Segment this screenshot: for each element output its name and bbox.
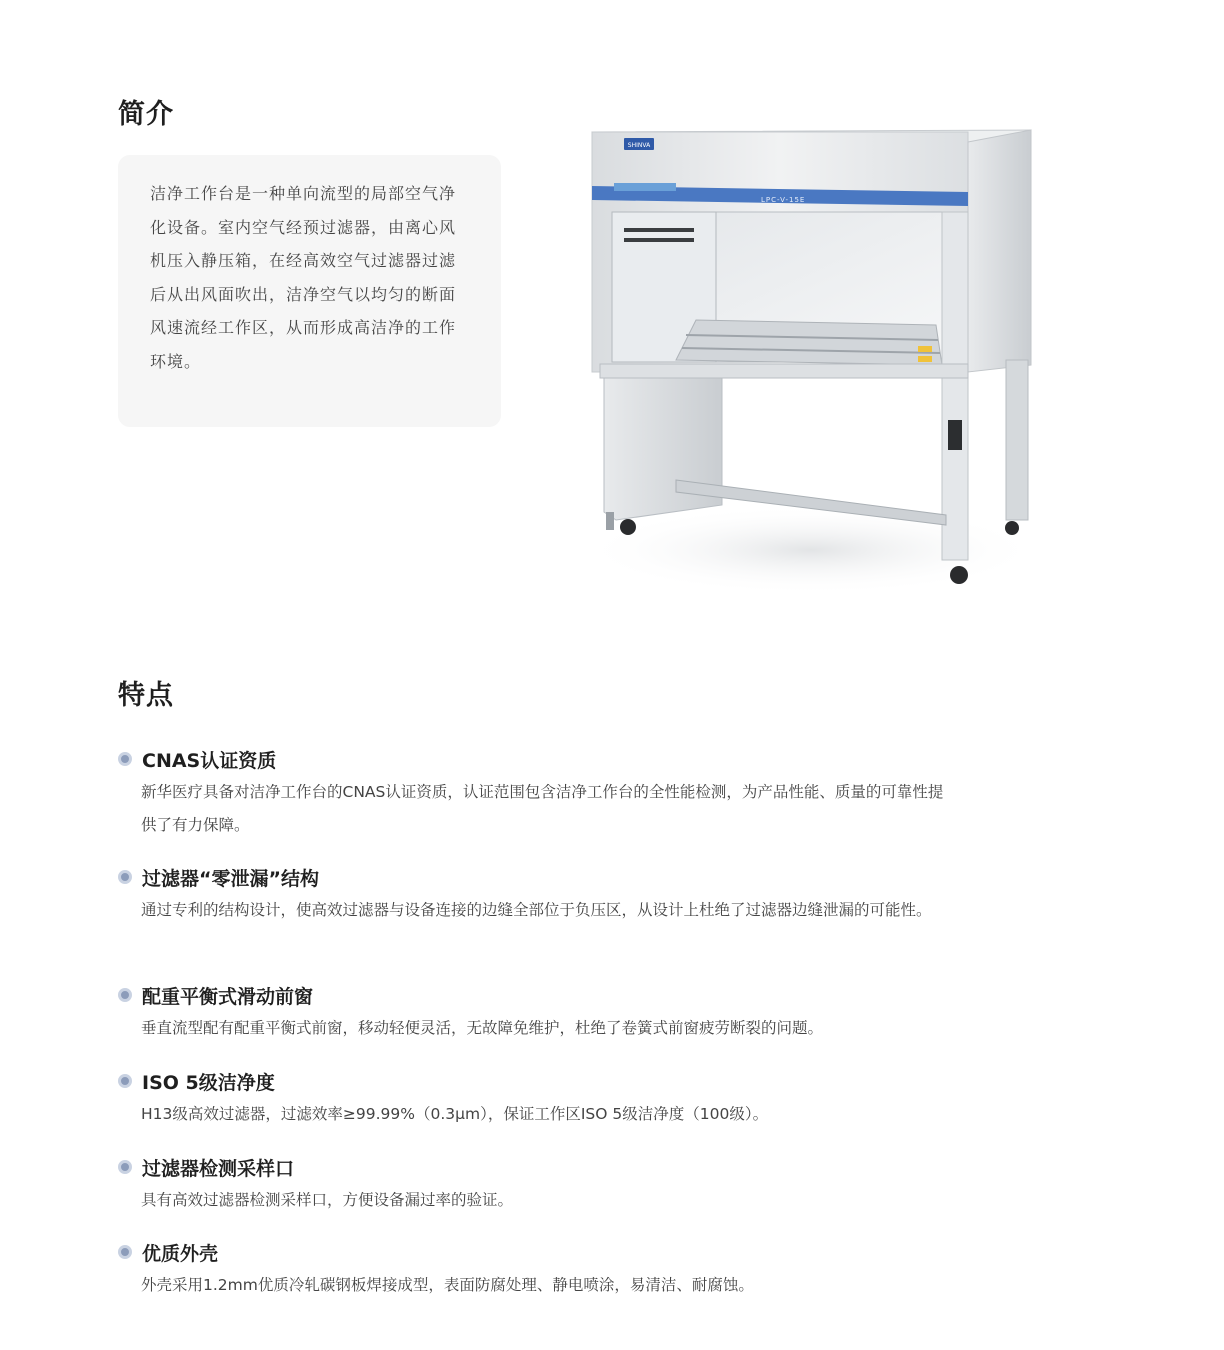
feature-item bbox=[118, 742, 958, 860]
model-label: LPC-V-15E bbox=[761, 196, 806, 204]
intro-card bbox=[118, 155, 501, 427]
bullet-icon bbox=[118, 988, 132, 1002]
feature-desc: H13级高效过滤器，过滤效率≥99.99%（0.3μm），保证工作区ISO 5级洁净度（100级）。 bbox=[141, 1105, 769, 1123]
feature-item bbox=[118, 978, 958, 1064]
feature-desc: 通过专利的结构设计，使高效过滤器与设备连接的边缝全部位于负压区，从设计上杜绝了过滤器边缝泄漏的可能性。 bbox=[141, 901, 932, 919]
feature-title: 优质外壳 bbox=[142, 1242, 219, 1265]
bullet-icon bbox=[118, 1160, 132, 1174]
feature-desc: 新华医疗具备对洁净工作台的CNAS认证资质，认证范围包含洁净工作台的全性能检测，为产品性能、质量的可靠性提供了有力保障。 bbox=[141, 783, 944, 834]
feature-desc: 垂直流型配有配重平衡式前窗，移动轻便灵活，无故障免维护，杜绝了卷簧式前窗疲劳断裂的问题。 bbox=[141, 1019, 824, 1037]
feature-title: 配重平衡式滑动前窗 bbox=[142, 985, 314, 1008]
product-image bbox=[576, 120, 1046, 595]
feature-title: 过滤器检测采样口 bbox=[142, 1157, 295, 1180]
features-list bbox=[118, 742, 958, 1305]
bullet-icon bbox=[118, 870, 132, 884]
bullet-icon bbox=[118, 752, 132, 766]
feature-item bbox=[118, 1150, 958, 1235]
feature-title: ISO 5级洁净度 bbox=[142, 1071, 275, 1094]
feature-title: CNAS认证资质 bbox=[142, 749, 277, 772]
feature-title: 过滤器“零泄漏”结构 bbox=[142, 867, 319, 890]
features-title: 特点 bbox=[118, 680, 174, 711]
feature-item bbox=[118, 860, 958, 978]
feature-item bbox=[118, 1064, 958, 1150]
feature-desc: 具有高效过滤器检测采样口，方便设备漏过率的验证。 bbox=[141, 1191, 514, 1209]
intro-title: 简介 bbox=[118, 99, 174, 130]
intro-text: 洁净工作台是一种单向流型的局部空气净化设备。室内空气经预过滤器，由离心风机压入静压箱，在经高效空气过滤器过滤后从出风面吹出，洁净空气以均匀的断面风速流经工作区，从而形成高洁净的工作环境。 bbox=[150, 184, 457, 371]
brand-label: SHINVA bbox=[627, 142, 651, 149]
feature-desc: 外壳采用1.2mm优质冷轧碳钢板焊接成型，表面防腐处理、静电喷涂，易清洁、耐腐蚀。 bbox=[141, 1276, 754, 1294]
bullet-icon bbox=[118, 1245, 132, 1259]
feature-item bbox=[118, 1235, 958, 1305]
bullet-icon bbox=[118, 1074, 132, 1088]
